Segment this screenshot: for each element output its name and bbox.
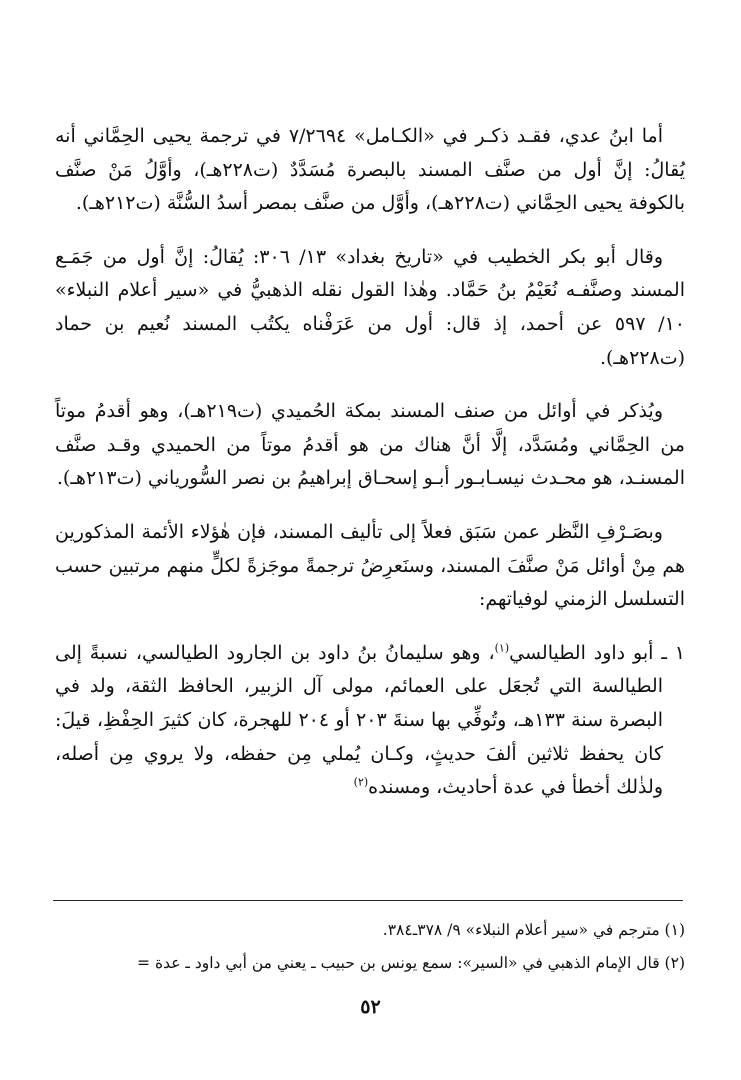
footnote-ref-1[interactable]: (١) xyxy=(494,641,510,655)
footnote-divider xyxy=(53,900,683,901)
footnotes xyxy=(55,914,685,980)
list-item-text-start: ١ ـ أبو داود الطيالسي xyxy=(509,641,685,664)
page-number: ٥٢ xyxy=(360,996,381,1018)
list-item-abu-dawud xyxy=(55,637,685,805)
main-text xyxy=(55,120,685,805)
list-item-text-end: ، وهو سليمانُ بنُ داود بن الجارود الطيالسي، نسبةً إلى الطيالسة التي تُجعَل على العمائم، مولى آل الزبير، الحافظ الثقة، ولد في البصرة سنة ١٣٣هـ، وتُوفِّي بها سنةَ ٢٠٣ أو ٢٠٤ للهجرة، كان كثيرَ الحِفْظِ، قيلَ: كان يحفظ ثلاثين ألفَ حديثٍ، وكـان يُملي مِن حفظه، ولا يروي مِن أصله، ولذٰلك أخطأ في عدة أحاديث، ومسنده xyxy=(55,641,663,799)
paragraph-4: وبصَـرْفِ النَّظر عمن سَبَق فعلاً إلى تأليف المسند، فإن هٰؤلاء الأئمة المذكورين هم مِنْ أوائل مَنْ صنَّفَ المسند، وسنَعرِضُ ترجمةً موجَزةً لكلٍّ منهم مرتبين حسب التسلسل الزمني لوفياتهم: xyxy=(55,520,685,611)
paragraph-1: أما ابنُ عدي، فقـد ذكـر في «الكـامل» ٧/٢٦٩٤ في ترجمة يحيى الحِمَّاني أنه يُقالُ: إنَّ أول من صنَّف المسند بالبصرة مُسَدَّدٌ (ت٢٢٨هـ)، وأوَّلُ مَنْ صنَّف بالكوفة يحيى الحِمَّاني (ت٢٢٨هـ)، وأوَّل من صنَّف بمصر أسدُ السُّنَّة (ت٢١٢هـ). xyxy=(55,125,685,215)
paragraph-3: ويُذكر في أوائل من صنف المسند بمكة الحُميدي (ت٢١٩هـ)، وهو أقدمُ موتاً من الحِمَّاني ومُسَدَّد، إلَّا أنَّ هناك من هو أقدمُ موتاً من الحميدي وقـد صنَّف المسنـد، هو محـدث نيسـابـور أبـو إسحـاق إبراهيمُ بن نصر السُّورياني (ت٢١٣هـ). xyxy=(55,400,685,490)
footnote-2: (٢) قال الإمام الذهبي في «السير»: سمع يونس بن حبيب ـ يعني من أبي داود ـ عدة = xyxy=(137,954,685,972)
paragraph-2: وقال أبو بكر الخطيب في «تاريخ بغداد» ١٣/ ٣٠٦: يُقالُ: إنَّ أول من جَمَـع المسند وصنَّفـه نُعَيْمُ بنُ حَمَّاد. وهٰذا القول نقله الذهبيُّ في «سير أعلام النبلاء» ١٠/ ٥٩٧ عن أحمد، إذ قال: أول من عَرَفْناه يكتُب المسند نُعيم بن حماد (ت٢٢٨هـ). xyxy=(55,245,685,369)
footnote-1: (١) مترجم في «سير أعلام النبلاء» ٩/ ٣٧٨ـ٣٨٤. xyxy=(382,921,685,939)
footnote-ref-2[interactable]: (٢) xyxy=(353,775,369,789)
